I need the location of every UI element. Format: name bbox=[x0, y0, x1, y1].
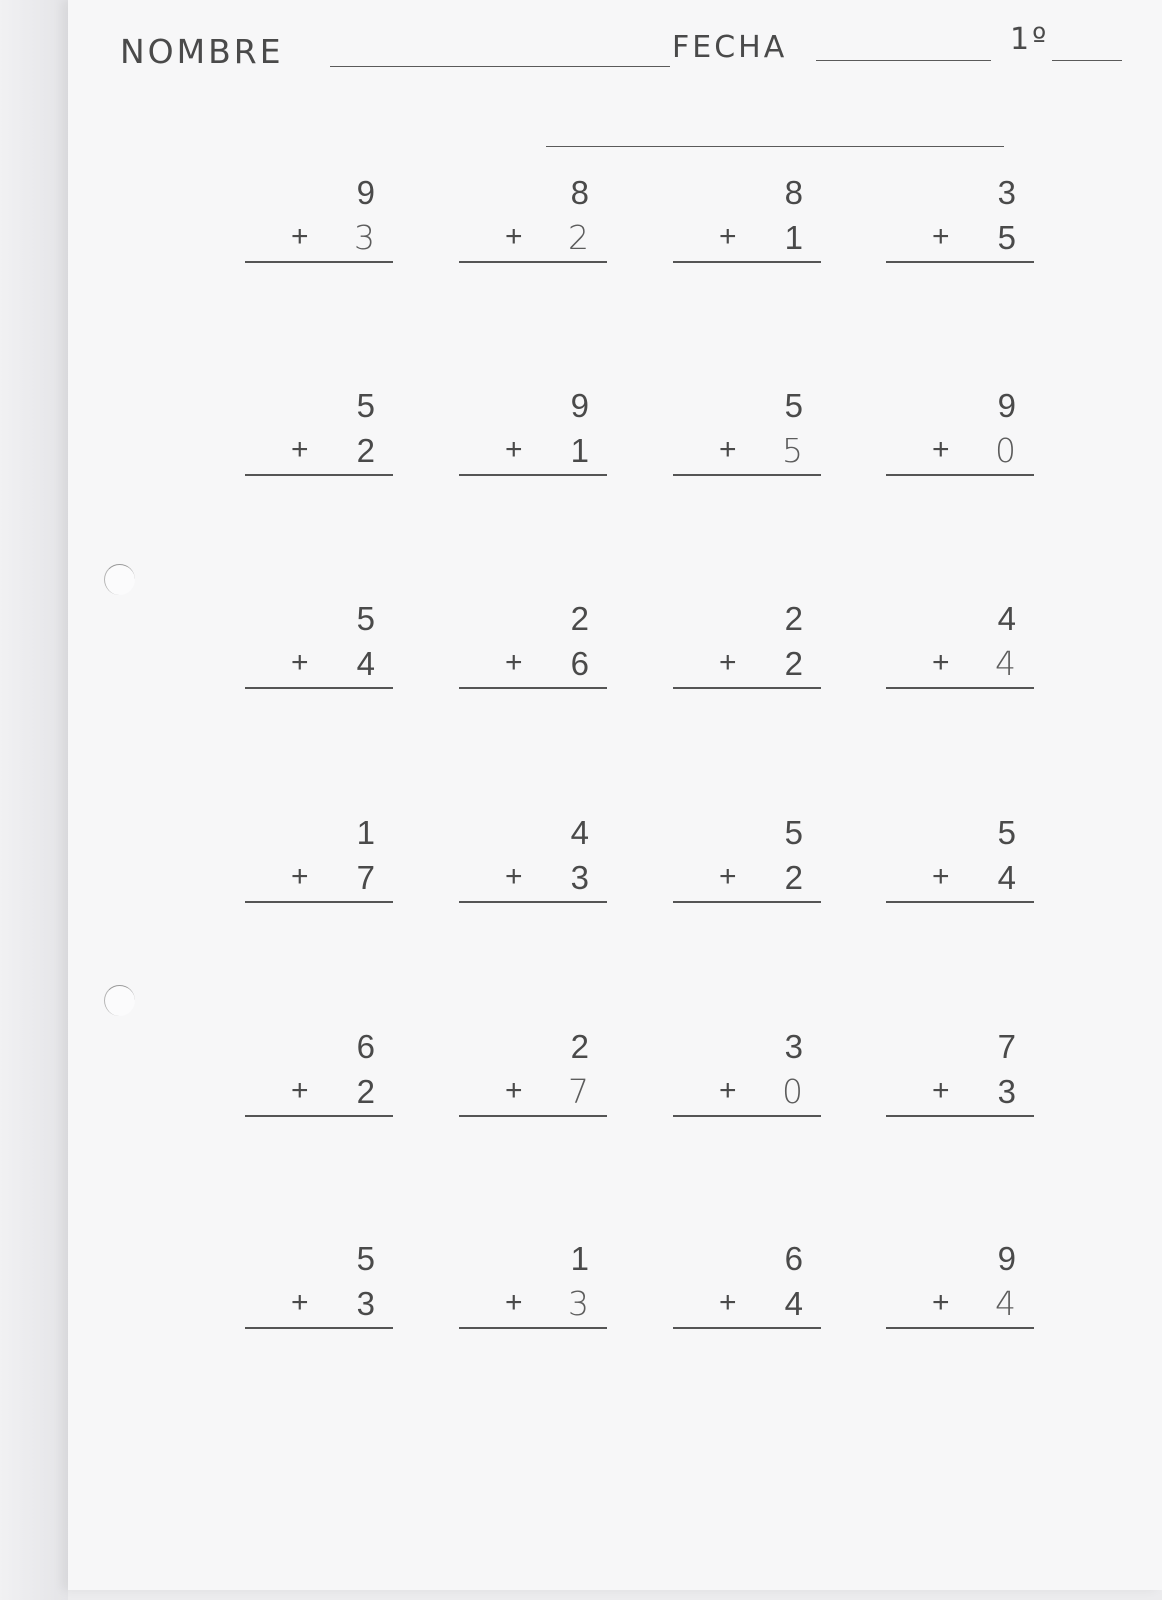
addend-bottom: 1 bbox=[570, 432, 589, 469]
plus-sign: + bbox=[719, 433, 737, 466]
addend-bottom: 0 bbox=[782, 1072, 803, 1111]
addend-bottom: 4 bbox=[995, 644, 1016, 683]
addend-bottom: 7 bbox=[568, 1072, 589, 1111]
answer-line[interactable] bbox=[886, 474, 1034, 476]
extra-line bbox=[546, 146, 1004, 147]
addition-problem bbox=[673, 389, 821, 484]
addend-bottom: 4 bbox=[995, 1284, 1016, 1323]
addition-problem bbox=[673, 816, 821, 911]
addend-bottom: 4 bbox=[356, 645, 375, 682]
plus-sign: + bbox=[932, 220, 950, 253]
answer-line[interactable] bbox=[673, 1115, 821, 1117]
answer-line[interactable] bbox=[459, 474, 607, 476]
addend-bottom: 0 bbox=[995, 431, 1016, 470]
addend-top: 5 bbox=[356, 600, 375, 637]
answer-line[interactable] bbox=[886, 687, 1034, 689]
addition-problem bbox=[245, 1030, 393, 1125]
addend-top: 2 bbox=[570, 1028, 589, 1065]
addend-bottom: 4 bbox=[997, 859, 1016, 896]
name-label: NOMBRE bbox=[120, 32, 284, 71]
plus-sign: + bbox=[505, 433, 523, 466]
addend-bottom: 6 bbox=[570, 645, 589, 682]
answer-line[interactable] bbox=[886, 1115, 1034, 1117]
plus-sign: + bbox=[932, 646, 950, 679]
addend-top: 5 bbox=[997, 814, 1016, 851]
punch-hole bbox=[104, 564, 135, 595]
plus-sign: + bbox=[291, 220, 309, 253]
answer-line[interactable] bbox=[459, 1115, 607, 1117]
addition-problem bbox=[886, 816, 1034, 911]
addend-top: 8 bbox=[570, 174, 589, 211]
plus-sign: + bbox=[719, 220, 737, 253]
addition-problem bbox=[459, 176, 607, 271]
answer-line[interactable] bbox=[459, 901, 607, 903]
addend-top: 5 bbox=[784, 814, 803, 851]
addend-bottom: 3 bbox=[570, 859, 589, 896]
addend-top: 8 bbox=[784, 174, 803, 211]
addition-problem bbox=[459, 1030, 607, 1125]
addend-bottom: 3 bbox=[997, 1073, 1016, 1110]
addend-top: 4 bbox=[570, 814, 589, 851]
grade-field[interactable] bbox=[1052, 60, 1122, 61]
answer-line[interactable] bbox=[245, 687, 393, 689]
grade-label: 1º bbox=[1010, 22, 1050, 57]
addend-top: 9 bbox=[997, 387, 1016, 424]
answer-line[interactable] bbox=[886, 261, 1034, 263]
answer-line[interactable] bbox=[673, 474, 821, 476]
addition-problem bbox=[886, 1030, 1034, 1125]
name-field[interactable] bbox=[330, 66, 670, 67]
plus-sign: + bbox=[505, 1286, 523, 1319]
addition-problem bbox=[245, 389, 393, 484]
addend-top: 9 bbox=[997, 1240, 1016, 1277]
plus-sign: + bbox=[719, 860, 737, 893]
answer-line[interactable] bbox=[245, 474, 393, 476]
addend-top: 5 bbox=[784, 387, 803, 424]
answer-line[interactable] bbox=[673, 687, 821, 689]
addition-problem bbox=[245, 176, 393, 271]
addend-top: 2 bbox=[570, 600, 589, 637]
punch-hole bbox=[104, 985, 135, 1016]
answer-line[interactable] bbox=[673, 901, 821, 903]
addition-problem bbox=[886, 176, 1034, 271]
plus-sign: + bbox=[719, 646, 737, 679]
addend-bottom: 5 bbox=[782, 431, 803, 470]
addition-problem bbox=[673, 176, 821, 271]
plus-sign: + bbox=[932, 860, 950, 893]
plus-sign: + bbox=[932, 1286, 950, 1319]
addend-bottom: 2 bbox=[784, 859, 803, 896]
addend-top: 5 bbox=[356, 1240, 375, 1277]
answer-line[interactable] bbox=[673, 1327, 821, 1329]
addend-top: 9 bbox=[570, 387, 589, 424]
addend-bottom: 3 bbox=[354, 218, 375, 257]
addition-problem bbox=[245, 602, 393, 697]
answer-line[interactable] bbox=[245, 901, 393, 903]
addend-bottom: 1 bbox=[784, 219, 803, 256]
plus-sign: + bbox=[291, 433, 309, 466]
plus-sign: + bbox=[505, 220, 523, 253]
answer-line[interactable] bbox=[245, 1327, 393, 1329]
plus-sign: + bbox=[291, 1074, 309, 1107]
addition-problem bbox=[245, 1242, 393, 1337]
plus-sign: + bbox=[719, 1286, 737, 1319]
addend-top: 4 bbox=[997, 600, 1016, 637]
addend-top: 7 bbox=[997, 1028, 1016, 1065]
date-label: FECHA bbox=[672, 30, 788, 65]
addend-top: 6 bbox=[784, 1240, 803, 1277]
addition-problem bbox=[886, 1242, 1034, 1337]
addition-problem bbox=[673, 1242, 821, 1337]
addition-problem bbox=[459, 1242, 607, 1337]
addition-problem bbox=[459, 816, 607, 911]
addend-bottom: 2 bbox=[784, 645, 803, 682]
addend-bottom: 5 bbox=[997, 219, 1016, 256]
plus-sign: + bbox=[505, 646, 523, 679]
addition-problem bbox=[673, 602, 821, 697]
addend-bottom: 3 bbox=[356, 1285, 375, 1322]
addition-problem bbox=[459, 602, 607, 697]
answer-line[interactable] bbox=[245, 1115, 393, 1117]
page-margin bbox=[0, 0, 68, 1600]
addition-problem bbox=[886, 389, 1034, 484]
addend-bottom: 4 bbox=[784, 1285, 803, 1322]
addend-top: 2 bbox=[784, 600, 803, 637]
answer-line[interactable] bbox=[459, 687, 607, 689]
addend-top: 3 bbox=[997, 174, 1016, 211]
addend-top: 1 bbox=[356, 814, 375, 851]
addend-top: 9 bbox=[356, 174, 375, 211]
answer-line[interactable] bbox=[886, 901, 1034, 903]
plus-sign: + bbox=[932, 433, 950, 466]
addend-top: 3 bbox=[784, 1028, 803, 1065]
addend-top: 6 bbox=[356, 1028, 375, 1065]
plus-sign: + bbox=[719, 1074, 737, 1107]
addend-bottom: 3 bbox=[568, 1284, 589, 1323]
addend-bottom: 2 bbox=[356, 1073, 375, 1110]
plus-sign: + bbox=[505, 1074, 523, 1107]
plus-sign: + bbox=[505, 860, 523, 893]
answer-line[interactable] bbox=[673, 261, 821, 263]
addend-top: 5 bbox=[356, 387, 375, 424]
plus-sign: + bbox=[291, 860, 309, 893]
answer-line[interactable] bbox=[459, 261, 607, 263]
answer-line[interactable] bbox=[245, 261, 393, 263]
answer-line[interactable] bbox=[886, 1327, 1034, 1329]
addition-problem bbox=[459, 389, 607, 484]
addition-problem bbox=[245, 816, 393, 911]
addend-bottom: 2 bbox=[568, 218, 589, 257]
plus-sign: + bbox=[291, 1286, 309, 1319]
plus-sign: + bbox=[932, 1074, 950, 1107]
addition-problem bbox=[673, 1030, 821, 1125]
date-field[interactable] bbox=[816, 60, 991, 61]
answer-line[interactable] bbox=[459, 1327, 607, 1329]
addition-problem bbox=[886, 602, 1034, 697]
plus-sign: + bbox=[291, 646, 309, 679]
addend-bottom: 7 bbox=[356, 859, 375, 896]
addend-top: 1 bbox=[570, 1240, 589, 1277]
addend-bottom: 2 bbox=[356, 432, 375, 469]
